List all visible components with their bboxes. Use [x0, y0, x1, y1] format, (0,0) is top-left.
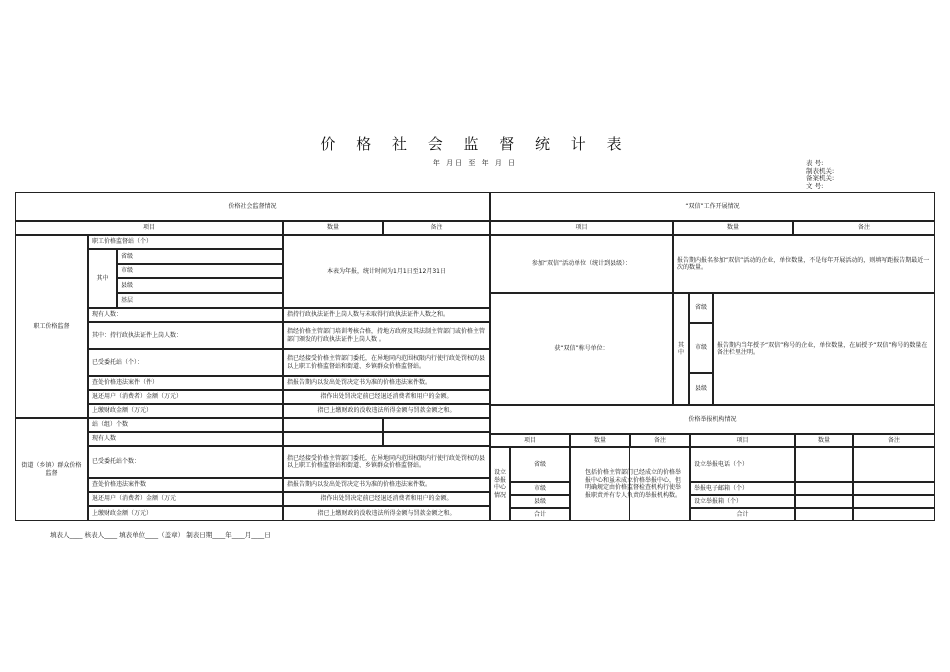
annual-report-note: 本表为年报，统计时间为1月1日至12月31日 [283, 235, 490, 308]
meta-issuer: 制表机关: [806, 166, 835, 175]
note-participants: 报告期内报名参加“双信”活动的企业，单位数量，不是每年开展活动的，则填写距报告期最近一次的数量。 [673, 235, 935, 293]
row-fine: 上缴财政金额（万元） [88, 404, 283, 418]
center-province: 省级 [510, 447, 570, 482]
note-entrusted-stations: 指已经接受价格主管部门委托，在异地同内范围权限内行使行政处罚权的县以上职工价格监督站和街道、乡镇群众价格监督站。 [283, 349, 490, 376]
r2-header-item: 项目 [490, 434, 570, 447]
report-center-label: 设立举报中心情况 [490, 447, 510, 521]
g2-stations-note [383, 418, 490, 432]
row-g2-current: 现有人数 [88, 432, 283, 446]
row-stations: 职工价格监督站（个） [88, 235, 283, 249]
email-note [853, 482, 935, 495]
note-g2-entrusted: 指已经接受价格主管部门委托，在异地同内范围权限内行使行政处罚权的县以上职工价格监督站和街道、乡镇群众价格监督站。 [283, 446, 490, 478]
group-staff-monitoring: 职工价格监督 [15, 235, 88, 418]
center-total: 合计 [510, 508, 570, 521]
note-g2-refund: 指作出处罚决定前已经退还消费者和用户的金额。 [283, 492, 490, 506]
row-g2-stations: 站（组）个数 [88, 418, 283, 432]
email-qty [795, 482, 853, 495]
center-city: 市级 [510, 482, 570, 495]
row-g2-cases: 查处价格违法案件数 [88, 478, 283, 492]
awarded-city: 市级 [689, 323, 713, 373]
row-email: 举报电子邮箱（个） [690, 482, 795, 495]
row-g2-entrusted: 已受委托站个数： [88, 446, 283, 478]
meta-form-no: 表 号: [806, 159, 824, 167]
right-header-qty: 数量 [673, 221, 793, 235]
meta-doc-no: 文 号: [806, 181, 824, 190]
row-awarded: 获“双信”称号单位： [490, 293, 673, 405]
row-participants: 参加“双信”活动单位（统计到县级）： [490, 235, 673, 293]
g2-current-qty [283, 432, 383, 446]
row-g2-refund: 退还用户（消费者）金额（万元 [88, 492, 283, 506]
awarded-province: 省级 [689, 293, 713, 323]
level-grassroots: 基层 [117, 293, 283, 308]
row-cases: 查处价格违法案件（件） [88, 376, 283, 390]
r2-header-note-2: 备注 [853, 434, 935, 447]
note-current-staff: 指持行政执法证件上岗人数与未取得行政执法证件人数之和。 [283, 308, 490, 322]
r2-header-qty-2: 数量 [795, 434, 853, 447]
box-qty [795, 495, 853, 508]
right-header-item: 项目 [490, 221, 673, 235]
row-entrusted-stations: 已受委托站（个）： [88, 349, 283, 376]
row-phone: 设立举报电话（个） [690, 447, 795, 482]
note-fine: 指已上缴财政的没收违法所得金额与罚款金额之和。 [283, 404, 490, 418]
page-title: 价 格 社 会 监 督 统 计 表 [320, 135, 630, 153]
g2-stations-qty [283, 418, 383, 432]
row-current-staff: 现有人数： [88, 308, 283, 322]
phone-note [853, 447, 935, 482]
awarded-of-which: 其中 [673, 293, 689, 405]
r2-header-qty: 数量 [570, 434, 630, 447]
form-footer: 填表人____ 核表人____ 填表单位____（盖章） 制表日期____年____月____日 [50, 531, 271, 539]
row-g2-fine: 上缴财政金额（万元） [88, 506, 283, 521]
group-street-monitoring: 街道（乡镇）群众价格监督 [15, 418, 88, 521]
section-left-title: 价格社会监督情况 [15, 193, 490, 221]
g2-current-note [383, 432, 490, 446]
row-refund: 退还用户（消费者）金额（万元） [88, 390, 283, 404]
section-right2-title: 价格举报机构情况 [490, 405, 935, 434]
note-center: 包括价格主管部门已经成立的价格举报中心和虽未成立价格举报中心，但明确规定由价格监督检查机构行使举报职责并有专人负责的举报机构数。 [570, 447, 690, 521]
total-note [853, 508, 935, 521]
right-header-note: 备注 [793, 221, 935, 235]
report-period: 年 月日 至 年 月 日 [432, 159, 518, 167]
center-county: 县级 [510, 495, 570, 508]
meta-filing: 备案机关: [806, 174, 835, 182]
box-note [853, 495, 935, 508]
r2-header-note: 备注 [630, 434, 690, 447]
level-city: 市级 [117, 264, 283, 278]
row-box: 设立举报箱（个） [690, 495, 795, 508]
total-qty [795, 508, 853, 521]
level-province: 省级 [117, 249, 283, 264]
note-certified-staff: 指经价格主管部门培训考核合格，持地方政府及其法制主管部门或价格主管部门颁发的行政执法证件上岗人数 。 [283, 322, 490, 349]
note-g2-cases: 指报告期内以发出处罚决定书为准的价格违法案件数。 [283, 478, 490, 492]
note-g2-fine: 指已上缴财政的没收违法所得金额与罚款金额之和。 [283, 506, 490, 521]
awarded-county: 县级 [689, 373, 713, 405]
level-county: 县级 [117, 278, 283, 293]
form-meta [806, 160, 834, 190]
section-right-title: “双信”工作开展情况 [490, 193, 935, 221]
note-refund: 指作出处罚决定前已经退还消费者和用户的金额。 [283, 390, 490, 404]
of-which-label: 其中 [88, 249, 117, 308]
row-certified-staff: 其中：持行政执法证件上岗人数： [88, 322, 283, 349]
left-header-note: 备注 [383, 221, 490, 235]
note-awarded: 报告期内当年授予“双信”称号的企业，单位数量，在届授予“双信”称号的数量在备注栏里注明。 [713, 293, 935, 405]
row-total: 合计 [690, 508, 795, 521]
left-header-qty: 数量 [283, 221, 383, 235]
phone-qty [795, 447, 853, 482]
r2-header-item-2: 项目 [690, 434, 795, 447]
note-cases: 指报告期内以发出处罚决定书为准的价格违法案件数。 [283, 376, 490, 390]
left-header-item: 项目 [15, 221, 283, 235]
